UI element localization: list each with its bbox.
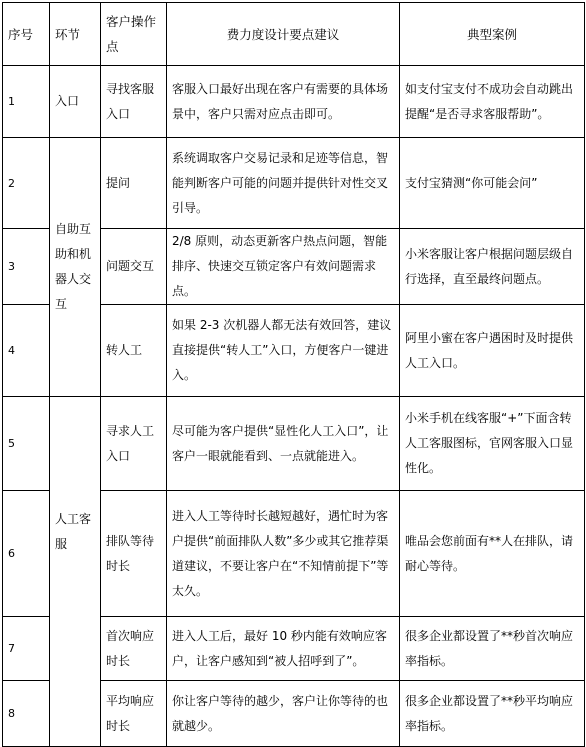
advice-cell: 进入人工后，最好 10 秒内能有效响应客户，让客户感知到“被人招呼到了”。 bbox=[167, 617, 400, 681]
example-cell: 很多企业都设置了**秒平均响应率指标。 bbox=[400, 681, 585, 747]
header-stage: 环节 bbox=[50, 3, 101, 66]
stage-cell: 入口 bbox=[50, 66, 101, 138]
advice-cell: 2/8 原则，动态更新客户热点问题，智能排序、快速交互锁定客户有效问题需求点。 bbox=[167, 229, 400, 305]
row-number: 2 bbox=[3, 138, 50, 229]
table-row bbox=[3, 138, 585, 229]
advice-cell: 尽可能为客户提供“显性化人工入口”，让客户一眼就能看到、一点就能进入。 bbox=[167, 397, 400, 491]
advice-cell: 如果 2-3 次机器人都无法有效回答，建议直接提供“转人工”入口，方便客户一键进入。 bbox=[167, 305, 400, 397]
example-cell: 唯品会您前面有**人在排队，请耐心等待。 bbox=[400, 491, 585, 617]
example-cell: 支付宝猜测“你可能会问” bbox=[400, 138, 585, 229]
row-number: 8 bbox=[3, 681, 50, 747]
header-touchpoint: 客户操作点 bbox=[101, 3, 167, 66]
touchpoint-cell: 提问 bbox=[101, 138, 167, 229]
touchpoint-cell: 问题交互 bbox=[101, 229, 167, 305]
table-row bbox=[3, 66, 585, 138]
advice-cell: 系统调取客户交易记录和足迹等信息，智能判断客户可能的问题并提供针对性交叉引导。 bbox=[167, 138, 400, 229]
example-cell: 小米客服让客户根据问题层级自行选择，直至最终问题点。 bbox=[400, 229, 585, 305]
advice-cell: 进入人工等待时长越短越好，遇忙时为客户提供“前面排队人数”多少或其它推荐渠道建议，不要让客户在“不知情前提下”等太久。 bbox=[167, 491, 400, 617]
table-row bbox=[3, 397, 585, 491]
touchpoint-cell: 平均响应时长 bbox=[101, 681, 167, 747]
example-cell: 很多企业都设置了**秒首次响应率指标。 bbox=[400, 617, 585, 681]
header-advice: 费力度设计要点建议 bbox=[167, 3, 400, 66]
stage-cell-self-service: 自助互助和机器人交互 bbox=[50, 138, 101, 397]
cost-design-table bbox=[2, 2, 585, 747]
row-number: 5 bbox=[3, 397, 50, 491]
row-number: 6 bbox=[3, 491, 50, 617]
touchpoint-cell: 转人工 bbox=[101, 305, 167, 397]
advice-cell: 客服入口最好出现在客户有需要的具体场景中，客户只需对应点击即可。 bbox=[167, 66, 400, 138]
header-example: 典型案例 bbox=[400, 3, 585, 66]
advice-cell: 你让客户等待的越少，客户让你等待的也就越少。 bbox=[167, 681, 400, 747]
example-cell: 阿里小蜜在客户遇困时及时提供人工入口。 bbox=[400, 305, 585, 397]
header-no: 序号 bbox=[3, 3, 50, 66]
row-number: 1 bbox=[3, 66, 50, 138]
stage-cell-human-agent: 人工客服 bbox=[50, 397, 101, 747]
touchpoint-cell: 首次响应时长 bbox=[101, 617, 167, 681]
header-row bbox=[3, 3, 585, 66]
row-number: 7 bbox=[3, 617, 50, 681]
touchpoint-cell: 排队等待时长 bbox=[101, 491, 167, 617]
row-number: 4 bbox=[3, 305, 50, 397]
example-cell: 如支付宝支付不成功会自动跳出提醒“是否寻求客服帮助”。 bbox=[400, 66, 585, 138]
touchpoint-cell: 寻找客服入口 bbox=[101, 66, 167, 138]
touchpoint-cell: 寻求人工入口 bbox=[101, 397, 167, 491]
example-cell: 小米手机在线客服“+”下面含转人工客服图标，官网客服入口显性化。 bbox=[400, 397, 585, 491]
row-number: 3 bbox=[3, 229, 50, 305]
